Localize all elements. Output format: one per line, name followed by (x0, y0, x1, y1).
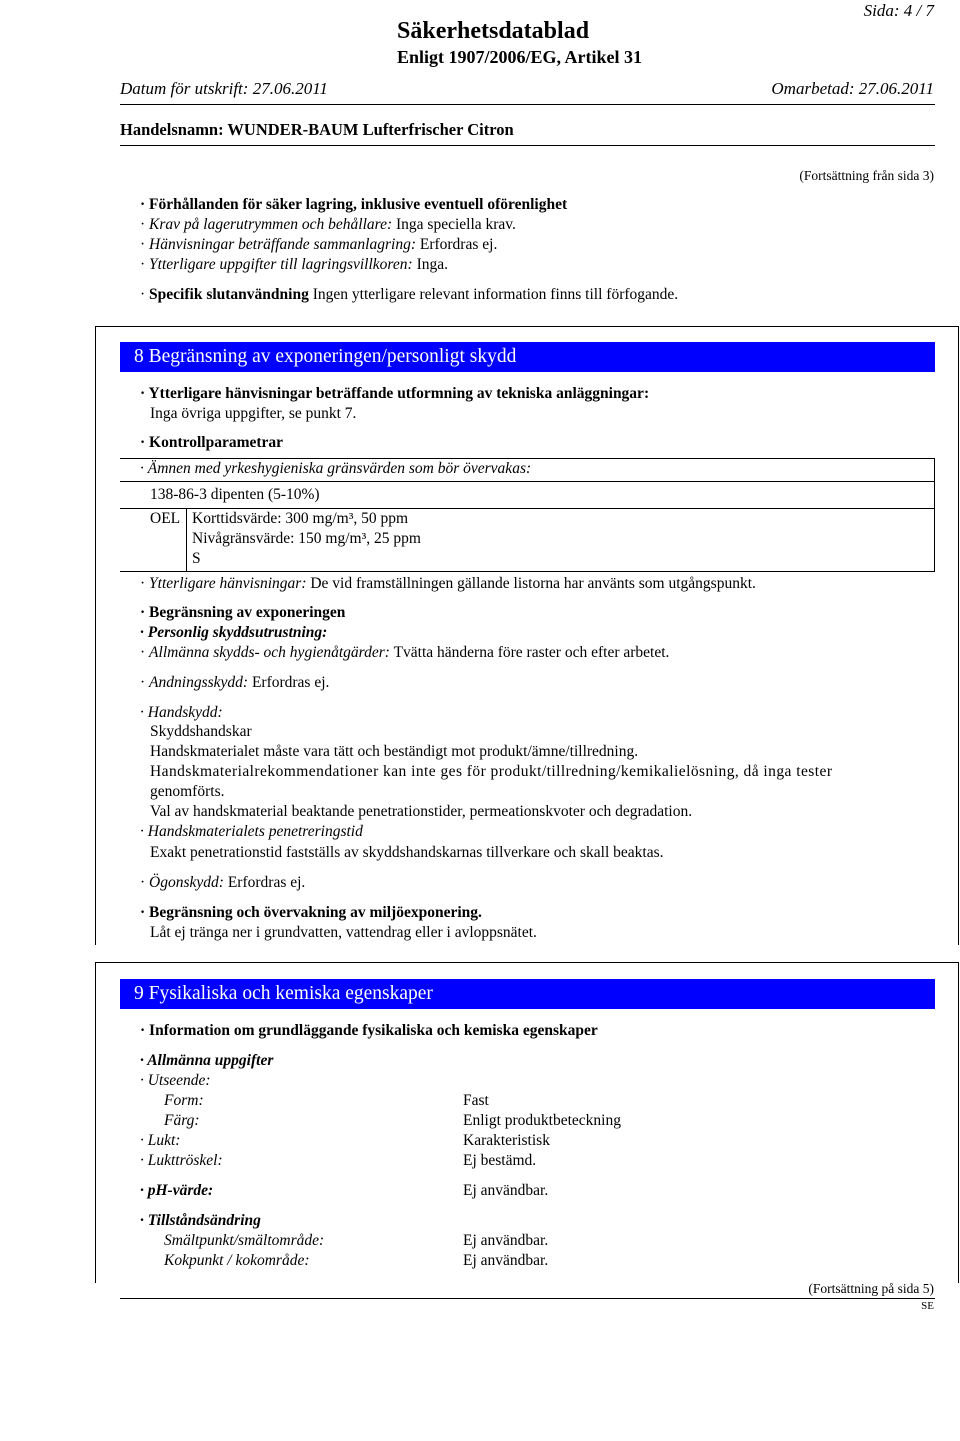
hygiene-measures: · Allmänna skydds- och hygienåtgärder: Tvätta händerna före raster och efter arbetet. (140, 644, 670, 661)
doc-title: Säkerhetsdatablad (397, 18, 590, 44)
appearance-label: · Utseende: (140, 1072, 211, 1089)
page-number: Sida: 4 / 7 (863, 1, 934, 20)
general-label: · Allmänna uppgifter (140, 1052, 274, 1069)
continued-from: (Fortsättning från sida 3) (799, 168, 934, 183)
storage-title: · Förhållanden för säker lagring, inklusive eventuell oförenlighet (140, 196, 568, 213)
hand-line-3: Handskmaterialrekommendationer kan inte ges för produkt/tillredning/kemikalielösning, då inga tester (150, 763, 833, 780)
form-label: Form: (164, 1092, 204, 1109)
hand-line-4: genomförts. (150, 783, 225, 800)
storage-joint: · Hänvisningar beträffande sammanlagring: Erfordras ej. (140, 236, 498, 253)
eye-protection: · Ögonskydd: Erfordras ej. (140, 874, 306, 891)
oel-short-term: Korttidsvärde: 300 mg/m³, 50 ppm (192, 510, 409, 527)
product-name: Handelsnamn: WUNDER-BAUM Lufterfrischer Citron (120, 120, 514, 139)
oel-note: S (192, 550, 201, 567)
doc-subtitle: Enligt 1907/2006/EG, Artikel 31 (397, 47, 643, 67)
further-notes: · Ytterligare hänvisningar: De vid framställningen gällande listorna har använts som utgångspunkt. (140, 575, 756, 592)
print-date: Datum för utskrift: 27.06.2011 (120, 79, 328, 98)
ph-label: · pH-värde: (140, 1182, 214, 1199)
revised-date: Omarbetad: 27.06.2011 (771, 79, 934, 98)
hand-line-5: Val av handskmaterial beaktande penetrationstider, permeationskvoter och degradation. (150, 803, 693, 820)
tech-title: · Ytterligare hänvisningar beträffande utformning av tekniska anläggningar: (140, 385, 650, 402)
respiratory-protection: · Andningsskydd: Erfordras ej. (140, 674, 330, 691)
footer-divider (120, 1298, 935, 1299)
state-label: · Tillståndsändring (140, 1212, 261, 1229)
language-code: SE (921, 1300, 934, 1312)
end-use: · Specifik slutanvändning Ingen ytterligare relevant information finns till förfogande. (140, 286, 679, 303)
color-value: Enligt produktbeteckning (463, 1112, 621, 1129)
table-row-line (120, 481, 935, 482)
header-divider (120, 104, 935, 105)
oel-label: OEL (150, 510, 181, 527)
odor-threshold-label: · Lukttröskel: (140, 1152, 223, 1169)
penetration-value: Exakt penetrationstid fastställs av skyddshandskarnas tillverkare och skall beaktas. (150, 844, 664, 861)
oel-level: Nivågränsvärde: 150 mg/m³, 25 ppm (192, 530, 421, 547)
info-title: · Information om grundläggande fysikaliska och kemiska egenskaper (140, 1022, 598, 1039)
substances-label: · Ämnen med yrkeshygieniska gränsvärden som bör övervakas: (140, 460, 532, 477)
table-top-line (120, 458, 935, 459)
tech-value: Inga övriga uppgifter, se punkt 7. (150, 405, 357, 422)
exposure-title: · Begränsning av exponeringen (140, 604, 346, 621)
table-col-line (186, 508, 187, 572)
form-value: Fast (463, 1092, 489, 1109)
color-label: Färg: (164, 1112, 200, 1129)
control-title: · Kontrollparametrar (140, 434, 284, 451)
melting-value: Ej användbar. (463, 1232, 549, 1249)
odor-value: Karakteristisk (463, 1132, 550, 1149)
odor-threshold-value: Ej bestämd. (463, 1152, 537, 1169)
ph-value: Ej användbar. (463, 1182, 549, 1199)
continued-to: (Fortsättning på sida 5) (808, 1281, 934, 1296)
section8-header: 8 Begränsning av exponeringen/personligt skydd (120, 342, 935, 372)
boiling-label: Kokpunkt / kokområde: (164, 1252, 310, 1269)
section9-header: 9 Fysikaliska och kemiska egenskaper (120, 979, 935, 1009)
ppe-label: · Personlig skyddsutrustning: (140, 624, 328, 641)
storage-extra: · Ytterligare uppgifter till lagringsvillkoren: Inga. (140, 256, 448, 273)
table-right-line (934, 458, 935, 572)
hand-line-1: Skyddshandskar (150, 723, 252, 740)
env-title: · Begränsning och övervakning av miljöexponering. (140, 904, 482, 921)
boiling-value: Ej användbar. (463, 1252, 549, 1269)
table-row-line-2 (120, 508, 935, 509)
hand-protection-label: · Handskydd: (140, 704, 223, 721)
substance-name: 138-86-3 dipenten (5-10%) (150, 486, 320, 503)
hand-line-2: Handskmaterialet måste vara tätt och beständigt mot produkt/ämne/tillredning. (150, 743, 639, 760)
storage-requirements: · Krav på lagerutrymmen och behållare: Inga speciella krav. (140, 216, 516, 233)
penetration-label: · Handskmaterialets penetreringstid (140, 823, 363, 840)
table-bottom-line (120, 571, 935, 572)
odor-label: · Lukt: (140, 1132, 181, 1149)
env-value: Låt ej tränga ner i grundvatten, vattendrag eller i avloppsnätet. (150, 924, 537, 941)
melting-label: Smältpunkt/smältområde: (164, 1232, 325, 1249)
product-divider (120, 145, 935, 146)
